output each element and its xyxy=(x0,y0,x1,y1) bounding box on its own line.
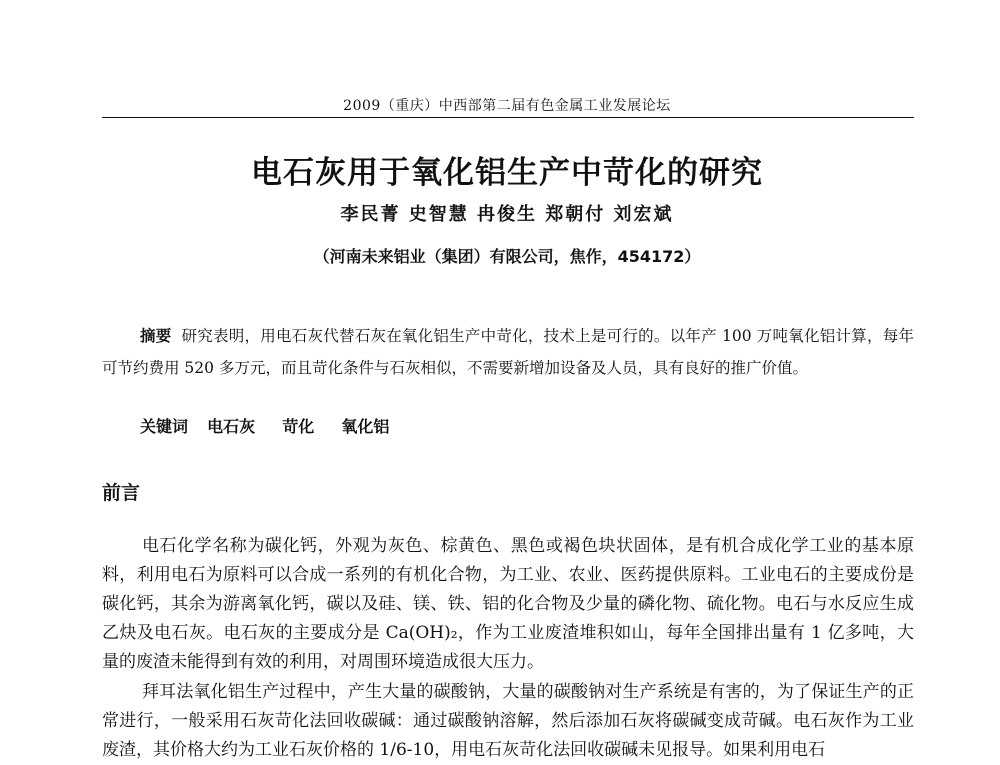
keyword-item: 苛化 xyxy=(282,417,315,436)
running-header: 2009（重庆）中西部第二届有色金属工业发展论坛 xyxy=(343,98,671,114)
keywords xyxy=(140,414,411,437)
section-heading-intro: 前言 xyxy=(102,482,141,504)
header-rule xyxy=(102,117,914,118)
keyword-item: 电石灰 xyxy=(207,417,256,436)
body-paragraph: 电石化学名称为碳化钙，外观为灰色、棕黄色、黑色或褐色块状固体，是有机合成化学工业的基本原料，利用电石为原料可以合成一系列的有机化合物，为工业、农业、医药提供原料。工业电石的主要成份是碳化钙，其余为游离氧化钙，碳以及硅、镁、铁、铝的化合物及少量的磷化物、硫化物。电石与水反应生成乙炔及电石灰。电石灰的主要成分是 Ca(OH)₂，作为工业废渣堆积如山，每年全国排出量有 1 亿多吨，大量的废渣未能得到有效的利用，对周围环境造成很大压力。 xyxy=(102,536,914,672)
keyword-item: 氧化铝 xyxy=(341,417,390,436)
affiliation: （河南未来铝业（集团）有限公司，焦作，454172） xyxy=(313,247,701,266)
body-paragraph: 拜耳法氧化铝生产过程中，产生大量的碳酸钠，大量的碳酸钠对生产系统是有害的，为了保证生产的正常进行，一般采用石灰苛化法回收碳碱：通过碳酸钠溶解，然后添加石灰将碳碱变成苛碱。电石灰作为工业废渣，其价格大约为工业石灰价格的 1/6-10，用电石灰苛化法回收碳碱未见报导。如果利用电石 xyxy=(102,682,914,760)
paper-title: 电石灰用于氧化铝生产中苛化的研究 xyxy=(251,155,763,191)
abstract xyxy=(102,320,914,384)
abstract-label: 摘要 xyxy=(140,327,172,345)
abstract-text: 研究表明，用电石灰代替石灰在氧化铝生产中苛化，技术上是可行的。以年产 100 万吨氧化铝计算，每年可节约费用 520 多万元，而且苛化条件与石灰相似，不需要新增加设备及人员，具有良好的推广价值。 xyxy=(102,327,914,377)
author-list: 李民菁 史智慧 冉俊生 郑朝付 刘宏斌 xyxy=(340,204,674,225)
keywords-label: 关键词 xyxy=(140,417,189,436)
